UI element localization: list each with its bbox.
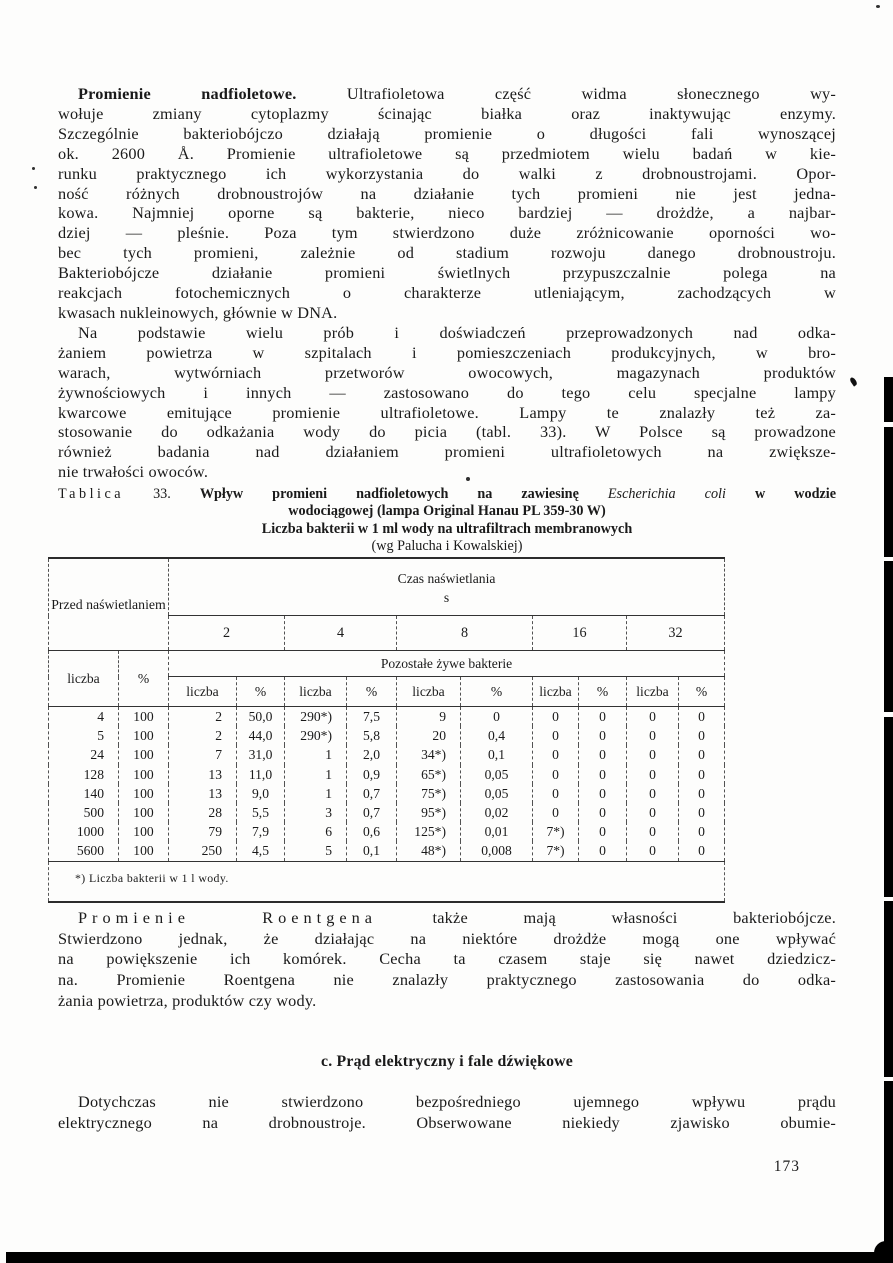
- subheader-percent-label: %: [579, 677, 627, 707]
- cell-32s-pct: 0: [679, 803, 725, 822]
- paragraph-line: bec tych promieni, zależnie od stadium rozwoju danego drobnoustroju.: [58, 243, 836, 263]
- scan-edge-gap: [884, 1077, 893, 1081]
- cell-16s-count: 7*): [533, 841, 579, 861]
- cell-8s-count: 48*): [397, 841, 461, 861]
- paragraph-line: [58, 908, 836, 929]
- cell-before-count: 24: [49, 745, 119, 764]
- cell-16s-pct: 0: [579, 707, 627, 727]
- cell-4s-count: 1: [285, 765, 347, 784]
- lead-spaced-text: Promienie Roentgena: [78, 908, 377, 927]
- scan-edge-right: [884, 377, 893, 1263]
- cell-before-pct: 100: [119, 765, 169, 784]
- cell-before-pct: 100: [119, 822, 169, 841]
- scan-edge-gap: [884, 557, 893, 561]
- scan-speck: [466, 477, 470, 481]
- paragraph-line: na powiększenie ich komórek. Cecha ta czasem staje się nawet dziedzicz-: [58, 949, 836, 969]
- subheader-percent-label: %: [461, 677, 533, 707]
- cell-8s-count: 125*): [397, 822, 461, 841]
- table-row: [49, 765, 725, 784]
- cell-2s-count: 2: [169, 726, 237, 745]
- lead-rest-text: Ultrafioletowa część widma słonecznego wy-: [346, 84, 836, 103]
- subheader-count-label: liczba: [397, 677, 461, 707]
- cell-32s-count: 0: [627, 745, 679, 764]
- subheader-count-label: liczba: [285, 677, 347, 707]
- cell-before-pct: 100: [119, 707, 169, 727]
- table-row: [49, 822, 725, 841]
- subheader-percent-label: %: [237, 677, 285, 707]
- cell-4s-count: 6: [285, 822, 347, 841]
- paragraph-line: Stwierdzono jednak, że działając na niektóre drożdże mogą one wpływać: [58, 928, 836, 948]
- cell-16s-pct: 0: [579, 745, 627, 764]
- table-33-uv-results: [48, 557, 725, 903]
- cell-2s-count: 13: [169, 765, 237, 784]
- cell-4s-pct: 0,9: [347, 765, 397, 784]
- cell-4s-count: 5: [285, 841, 347, 861]
- table-caption-number: 33.: [153, 486, 171, 502]
- cell-before-count: 128: [49, 765, 119, 784]
- table-caption: [58, 486, 836, 556]
- table-caption-label: Tablica: [58, 486, 125, 502]
- paragraph-uv-rays: [58, 84, 836, 482]
- cell-16s-pct: 0: [579, 841, 627, 861]
- cell-2s-pct: 7,9: [237, 822, 285, 841]
- cell-2s-pct: 5,5: [237, 803, 285, 822]
- cell-16s-count: 0: [533, 707, 579, 727]
- table-footnote: *) Liczba bakterii w 1 l wody.: [49, 861, 725, 902]
- cell-before-pct: 100: [119, 745, 169, 764]
- cell-8s-count: 20: [397, 726, 461, 745]
- paragraph-line: ność różnych drobnoustrojów na działanie tych promieni nie jest jedna-: [58, 183, 836, 203]
- cell-32s-count: 0: [627, 822, 679, 841]
- cell-8s-pct: 0,1: [461, 745, 533, 764]
- header-time-value: 8: [397, 616, 533, 651]
- cell-32s-pct: 0: [679, 707, 725, 727]
- scan-speck: [34, 186, 37, 189]
- paragraph-disinfection: [58, 323, 836, 462]
- table-body: [49, 707, 725, 862]
- cell-before-count: 5: [49, 726, 119, 745]
- cell-4s-pct: 2,0: [347, 745, 397, 764]
- cell-16s-count: 0: [533, 765, 579, 784]
- scan-edge-gap: [884, 897, 893, 901]
- cell-2s-count: 250: [169, 841, 237, 861]
- cell-32s-count: 0: [627, 765, 679, 784]
- cell-16s-pct: 0: [579, 803, 627, 822]
- header-percent-label: %: [119, 651, 169, 707]
- paragraph-line: ok. 2600 Å. Promienie ultrafioletowe są przedmiotem wielu badań w kie-: [58, 143, 836, 163]
- paragraph-line: reakcjach fotochemicznych o charakterze utleniającym, zachodzących w: [58, 283, 836, 303]
- cell-8s-pct: 0,008: [461, 841, 533, 861]
- cell-8s-count: 95*): [397, 803, 461, 822]
- paragraph-line: stosowanie do odkażania wody do picia (tabl. 33). W Polsce są prowadzone: [58, 422, 836, 442]
- cell-8s-pct: 0,01: [461, 822, 533, 841]
- header-remaining-bacteria: Pozostałe żywe bakterie: [169, 651, 725, 677]
- page-number: 173: [773, 1158, 800, 1175]
- header-count-label: liczba: [49, 651, 119, 707]
- paragraph-roentgen: [58, 908, 836, 1012]
- table-row: [49, 841, 725, 861]
- cell-16s-pct: 0: [579, 784, 627, 803]
- cell-8s-count: 65*): [397, 765, 461, 784]
- header-exposure-time-title: Czas naświetlania: [397, 571, 496, 586]
- scan-speck: [32, 167, 35, 170]
- table-caption-bold1: Wpływ promieni nadfioletowych na zawiesinę: [199, 486, 579, 502]
- cell-2s-pct: 44,0: [237, 726, 285, 745]
- cell-32s-count: 0: [627, 784, 679, 803]
- paragraph-line: kwarcowe emitujące promienie ultrafioletowe. Lampy te znalazły też za-: [58, 402, 836, 422]
- subheader-count-label: liczba: [169, 677, 237, 707]
- cell-16s-count: 7*): [533, 822, 579, 841]
- paragraph-line: Dotychczas nie stwierdzono bezpośredniego ujemnego wpływu prądu: [78, 1092, 836, 1111]
- paragraph-line: żywnościowych i innych — zastosowano do tego celu specjalne lampy: [58, 382, 836, 402]
- scan-speck: [849, 376, 858, 386]
- paragraph-line: [58, 84, 836, 104]
- cell-4s-count: 1: [285, 745, 347, 764]
- cell-before-count: 500: [49, 803, 119, 822]
- cell-4s-pct: 0,7: [347, 784, 397, 803]
- cell-32s-pct: 0: [679, 841, 725, 861]
- cell-4s-pct: 0,1: [347, 841, 397, 861]
- cell-8s-pct: 0,05: [461, 765, 533, 784]
- cell-8s-pct: 0,4: [461, 726, 533, 745]
- cell-8s-count: 34*): [397, 745, 461, 764]
- paragraph-line: żaniem powietrza w szpitalach i pomieszczeniach produkcyjnych, w bro-: [58, 342, 836, 362]
- header-time-value: 2: [169, 616, 285, 651]
- cell-8s-count: 9: [397, 707, 461, 727]
- subheader-percent-label: %: [347, 677, 397, 707]
- cell-16s-pct: 0: [579, 726, 627, 745]
- cell-4s-pct: 7,5: [347, 707, 397, 727]
- paragraph-electric-current: [58, 1092, 836, 1134]
- paragraph-line: żania powietrza, produktów czy wody.: [58, 990, 317, 1010]
- scan-edge-bottom: [6, 1252, 893, 1263]
- paragraph-line: kwasach nukleinowych, głównie w DNA.: [58, 302, 338, 322]
- cell-16s-pct: 0: [579, 822, 627, 841]
- cell-32s-count: 0: [627, 726, 679, 745]
- cell-2s-count: 79: [169, 822, 237, 841]
- paragraph-line: również badania nad działaniem promieni ultrafioletowych na zwiększe-: [58, 442, 836, 462]
- table-caption-credit: (wg Palucha i Kowalskiej): [371, 538, 523, 555]
- table-header-row-1: [49, 558, 725, 616]
- cell-2s-count: 13: [169, 784, 237, 803]
- table-footnote-row: [49, 861, 725, 902]
- section-heading: c. Prąd elektryczny i fale dźwiękowe: [321, 1053, 573, 1070]
- paragraph-lines: [58, 104, 836, 303]
- subheader-count-label: liczba: [627, 677, 679, 707]
- cell-16s-count: 0: [533, 745, 579, 764]
- table-header-row-3: [49, 651, 725, 677]
- subheader-count-label: liczba: [533, 677, 579, 707]
- cell-2s-pct: 4,5: [237, 841, 285, 861]
- paragraph-lines: [58, 929, 836, 991]
- cell-2s-pct: 9,0: [237, 784, 285, 803]
- paragraph-line: wołuje zmiany cytoplazmy ścinając białka oraz inaktywując enzymy.: [58, 103, 836, 123]
- cell-16s-count: 0: [533, 784, 579, 803]
- table-caption-line3: Liczba bakterii w 1 ml wody na ultrafiltrach membranowych: [261, 520, 633, 537]
- cell-32s-pct: 0: [679, 745, 725, 764]
- cell-8s-pct: 0,05: [461, 784, 533, 803]
- cell-32s-pct: 0: [679, 765, 725, 784]
- paragraph-line: Szczególnie bakteriobójczo działają promienie o długości fali wynoszącej: [58, 123, 836, 143]
- paragraph-line: na. Promienie Roentgena nie znalazły praktycznego zastosowania do odka-: [58, 970, 836, 990]
- paragraph-line: dziej — pleśnie. Poza tym stwierdzono duże zróżnicowanie oporności wo-: [58, 223, 836, 243]
- table-row: [49, 745, 725, 764]
- cell-4s-count: 290*): [285, 726, 347, 745]
- lead-bold-text: Promienie nadfioletowe.: [78, 84, 297, 103]
- table-row: [49, 784, 725, 803]
- cell-32s-pct: 0: [679, 822, 725, 841]
- scan-corner: [874, 1241, 893, 1263]
- scan-speck: [876, 5, 880, 8]
- cell-before-pct: 100: [119, 841, 169, 861]
- table-row: [49, 726, 725, 745]
- table-caption-line1: [58, 486, 836, 503]
- table-row: [49, 803, 725, 822]
- cell-before-pct: 100: [119, 726, 169, 745]
- cell-8s-pct: 0: [461, 707, 533, 727]
- table-caption-line2: wodociągowej (lampa Original Hanau PL 359-30 W): [288, 503, 606, 520]
- cell-4s-pct: 5,8: [347, 726, 397, 745]
- paragraph-line: warach, wytwórniach przetworów owocowych, magazynach produktów: [58, 362, 836, 382]
- cell-16s-pct: 0: [579, 765, 627, 784]
- cell-2s-count: 28: [169, 803, 237, 822]
- paragraph-line: kowa. Najmniej oporne są bakterie, nieco bardziej — drożdże, a najbar-: [58, 203, 836, 223]
- subheader-percent-label: %: [679, 677, 725, 707]
- cell-4s-count: 3: [285, 803, 347, 822]
- cell-4s-count: 1: [285, 784, 347, 803]
- cell-4s-pct: 0,7: [347, 803, 397, 822]
- paragraph-line: Na podstawie wielu prób i doświadczeń przeprowadzonych nad odka-: [78, 322, 836, 342]
- cell-4s-count: 290*): [285, 707, 347, 727]
- cell-before-count: 140: [49, 784, 119, 803]
- cell-before-count: 1000: [49, 822, 119, 841]
- cell-32s-pct: 0: [679, 726, 725, 745]
- cell-16s-count: 0: [533, 726, 579, 745]
- cell-32s-count: 0: [627, 803, 679, 822]
- cell-2s-pct: 50,0: [237, 707, 285, 727]
- table-caption-species: Escherichia coli: [607, 486, 726, 502]
- cell-32s-pct: 0: [679, 784, 725, 803]
- header-exposure-time: [169, 558, 725, 616]
- table-row: [49, 707, 725, 727]
- cell-32s-count: 0: [627, 707, 679, 727]
- cell-8s-pct: 0,02: [461, 803, 533, 822]
- header-before-irradiation: Przed naświetlaniem: [49, 558, 169, 651]
- cell-8s-count: 75*): [397, 784, 461, 803]
- paragraph-line: runku praktycznego ich wykorzystania do walki z drobnoustrojami. Opor-: [58, 163, 836, 183]
- header-time-value: 16: [533, 616, 627, 651]
- cell-2s-count: 2: [169, 707, 237, 727]
- scan-edge-gap: [884, 712, 893, 717]
- cell-before-pct: 100: [119, 784, 169, 803]
- header-time-value: 4: [285, 616, 397, 651]
- paragraph-line: nie trwałości owoców.: [58, 462, 209, 482]
- cell-16s-count: 0: [533, 803, 579, 822]
- cell-2s-pct: 11,0: [237, 765, 285, 784]
- cell-2s-count: 7: [169, 745, 237, 764]
- table-caption-bold2: w wodzie: [754, 486, 836, 502]
- header-time-value: 32: [627, 616, 725, 651]
- paragraph-line: Bakteriobójcze działanie promieni świetlnych przypuszczalnie polega na: [58, 263, 836, 283]
- cell-2s-pct: 31,0: [237, 745, 285, 764]
- cell-before-count: 4: [49, 707, 119, 727]
- header-exposure-time-unit: s: [443, 590, 450, 605]
- scan-edge-gap: [884, 422, 893, 427]
- cell-4s-pct: 0,6: [347, 822, 397, 841]
- paragraph-line: elektrycznego na drobnoustroje. Obserwowane niekiedy zjawisko obumie-: [58, 1112, 836, 1132]
- cell-32s-count: 0: [627, 841, 679, 861]
- cell-before-count: 5600: [49, 841, 119, 861]
- lead-rest-text: także mają własności bakteriobójcze.: [432, 908, 836, 927]
- cell-before-pct: 100: [119, 803, 169, 822]
